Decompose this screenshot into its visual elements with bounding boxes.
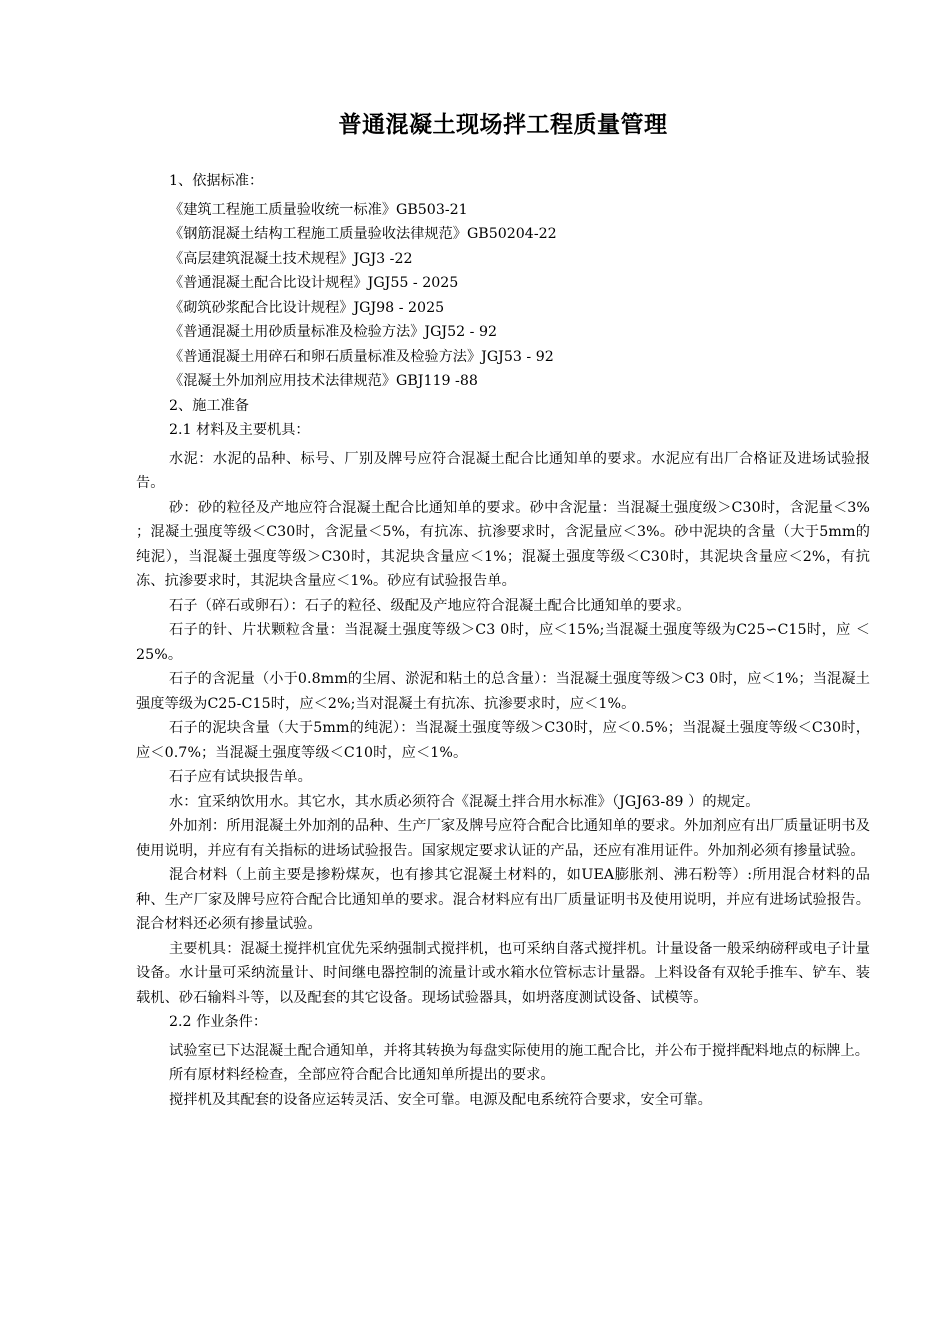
document-title: 普通混凝土现场拌工程质量管理 <box>338 111 668 138</box>
paragraph-stone-mud: 石子的含泥量（小于0.8mm的尘屑、淤泥和粘土的总含量）：当混凝土强度等级＞C3 0时，应＜1%；当混凝土强度等级为C25-C15时，应＜2%;当对混凝土有抗冻、抗渗要求时，应＜1%。 <box>136 671 870 712</box>
paragraph-sand: 砂：砂的粒径及产地应符合混凝土配合比通知单的要求。砂中含泥量：当混凝土强度级＞C30时，含泥量＜3% ；混凝土强度等级＜C30时，含泥量＜5%，有抗冻、抗渗要求时，含泥量应＜3%。砂中泥块的含量（大于5mm的纯泥），当混凝土强度等级＞C30时，其泥块含量应＜1%；混凝土强度等级＜C30时，其泥块含量应＜2%，有抗冻、抗渗要求时，其泥块含量应＜1%。砂应有试验报告单。 <box>136 499 870 589</box>
paragraph-main-equipment: 主要机具：混凝土搅拌机宜优先采纳强制式搅拌机，也可采纳自落式搅拌机。计量设备一般采纳磅秤或电子计量设备。水计量可采纳流量计、时间继电器控制的流量计或水箱水位管标志计量器。上料设备有双轮手推车、铲车、装载机、砂石输料斗等，以及配套的其它设备。现场试验器具，如坍落度测试设备、试模等。 <box>136 940 870 1006</box>
standard-item: 《普通混凝土用砂质量标准及检验方法》JGJ52 - 92 <box>169 324 498 340</box>
standards-list <box>136 198 870 394</box>
paragraph-admixture: 外加剂：所用混凝土外加剂的品种、生产厂家及牌号应符合配合比通知单的要求。外加剂应有出厂质量证明书及使用说明，并应有有关指标的进场试验报告。国家规定要求认证的产品，还应有准用证件。外加剂必须有掺量试验。 <box>136 818 870 859</box>
paragraph-raw-materials: 所有原材料经检查，全部应符合配合比通知单所提出的要求。 <box>169 1067 555 1083</box>
paragraph-mixer-equipment: 搅拌机及其配套的设备应运转灵活、安全可靠。电源及配电系统符合要求，安全可靠。 <box>169 1091 712 1108</box>
paragraph-stone: 石子（碎石或卵石）：石子的粒径、级配及产地应符合混凝土配合比通知单的要求。 <box>169 597 691 614</box>
paragraph-stone-lump: 石子的泥块含量（大于5mm的纯泥）：当混凝土强度等级＞C30时，应＜0.5%；当混凝土强度等级＜C30时，应＜0.7%；当混凝土强度等级＜C10时，应＜1%。 <box>136 720 870 761</box>
standard-item: 《砌筑砂浆配合比设计规程》JGJ98 - 2025 <box>169 299 445 316</box>
section-1-heading: 1、依据标准： <box>169 173 264 189</box>
section-2-1-body <box>136 447 870 1011</box>
standard-item: 《普通混凝土配合比设计规程》JGJ55 - 2025 <box>169 275 459 291</box>
standard-item: 《混凝土外加剂应用技术法律规范》GBJ119 -88 <box>169 373 478 389</box>
paragraph-cement: 水泥：水泥的品种、标号、厂别及牌号应符合混凝土配合比通知单的要求。水泥应有出厂合格证及进场试验报告。 <box>136 450 870 491</box>
standard-item: 《普通混凝土用碎石和卵石质量标准及检验方法》JGJ53 - 92 <box>169 348 554 365</box>
standard-item: 《建筑工程施工质量验收统一标准》GB503-21 <box>169 201 468 218</box>
paragraph-water: 水：宜采纳饮用水。其它水，其水质必须符合《混凝土拌合用水标准》（JGJ63-89 ）的规定。 <box>169 793 760 810</box>
standard-item: 《钢筋混凝土结构工程施工质量验收法律规范》GB50204-22 <box>169 226 557 242</box>
standard-item: 《高层建筑混凝土技术规程》JGJ3 -22 <box>169 250 413 267</box>
paragraph-lab-notice: 试验室已下达混凝土配合通知单，并将其转换为每盘实际使用的施工配合比，并公布于搅拌配料地点的标牌上。 <box>169 1042 870 1059</box>
section-2-1-heading: 2.1 材料及主要机具： <box>169 422 310 438</box>
section-2-heading: 2、施工准备 <box>169 397 249 414</box>
section-2-2-body <box>136 1039 870 1113</box>
document-page <box>136 108 870 1112</box>
paragraph-mixed-material: 混合材料（上前主要是掺粉煤灰，也有掺其它混凝土材料的，如UEA膨胀剂、沸石粉等）:所用混合材料的品种、生产厂家及牌号应符合配合比通知单的要求。混合材料应有出厂质量证明书及使用说明，并应有进场试验报告。混合材料还必须有掺量试验。 <box>136 867 870 932</box>
section-2-2-heading: 2.2 作业条件： <box>169 1014 268 1030</box>
paragraph-stone-flaky: 石子的针、片状颗粒含量：当混凝土强度等级＞C3 0时，应＜15%;当混凝土强度等级为C25∽C15时，应 ＜25%。 <box>136 622 870 663</box>
paragraph-stone-report: 石子应有试块报告单。 <box>169 769 312 785</box>
